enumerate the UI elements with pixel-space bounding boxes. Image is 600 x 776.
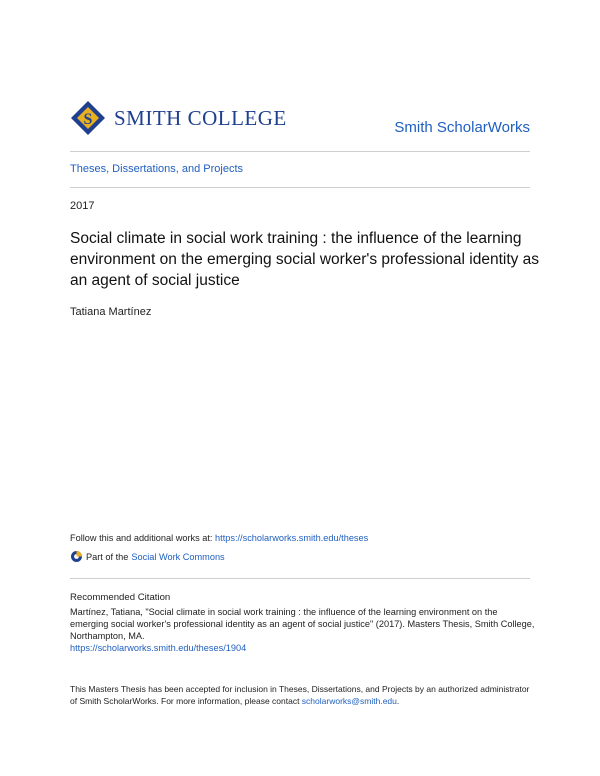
social-work-commons-link[interactable]: Social Work Commons [131, 551, 225, 562]
svg-text:S: S [83, 111, 93, 128]
notice-suffix: . [396, 695, 400, 706]
citation-text: Martínez, Tatiana, "Social climate in social work training : the influence of the learning environment on the emerging social worker's professional identity as an agent of social justice" (2017). Masters Thesis, Smith College, Northampton, MA. [70, 607, 535, 641]
document-title: Social climate in social work training : the influence of the learning environment on the emerging social worker's professional identity as an agent of social justice [70, 230, 540, 289]
part-of-text: Part of the [86, 551, 129, 562]
divider [70, 151, 530, 152]
divider [70, 187, 530, 188]
follow-line [70, 533, 368, 543]
logo-wordmark: SMITH COLLEGE [114, 105, 287, 130]
author-name: Tatiana Martínez [70, 306, 152, 318]
publication-year: 2017 [70, 200, 95, 212]
notice-text: This Masters Thesis has been accepted for inclusion in Theses, Dissertations, and Projects by an authorized administrator of Smith ScholarWorks. For more information, please contact [70, 684, 530, 706]
part-of-line [70, 550, 225, 563]
follow-text: Follow this and additional works at: [70, 533, 216, 543]
citation-url-link[interactable]: https://scholarworks.smith.edu/theses/1904 [70, 643, 247, 653]
repository-link[interactable]: Smith ScholarWorks [394, 119, 530, 136]
smith-college-seal-icon [70, 100, 106, 136]
divider [70, 578, 530, 579]
collection-link[interactable]: Theses, Dissertations, and Projects [70, 163, 244, 175]
follow-url-link[interactable]: https://scholarworks.smith.edu/theses [215, 533, 369, 543]
smith-college-logo [70, 98, 310, 138]
commons-network-icon [70, 550, 83, 563]
inclusion-notice [70, 684, 535, 707]
citation-block [70, 606, 535, 654]
contact-email-link[interactable]: scholarworks@smith.edu [301, 695, 397, 706]
citation-heading: Recommended Citation [70, 592, 171, 603]
